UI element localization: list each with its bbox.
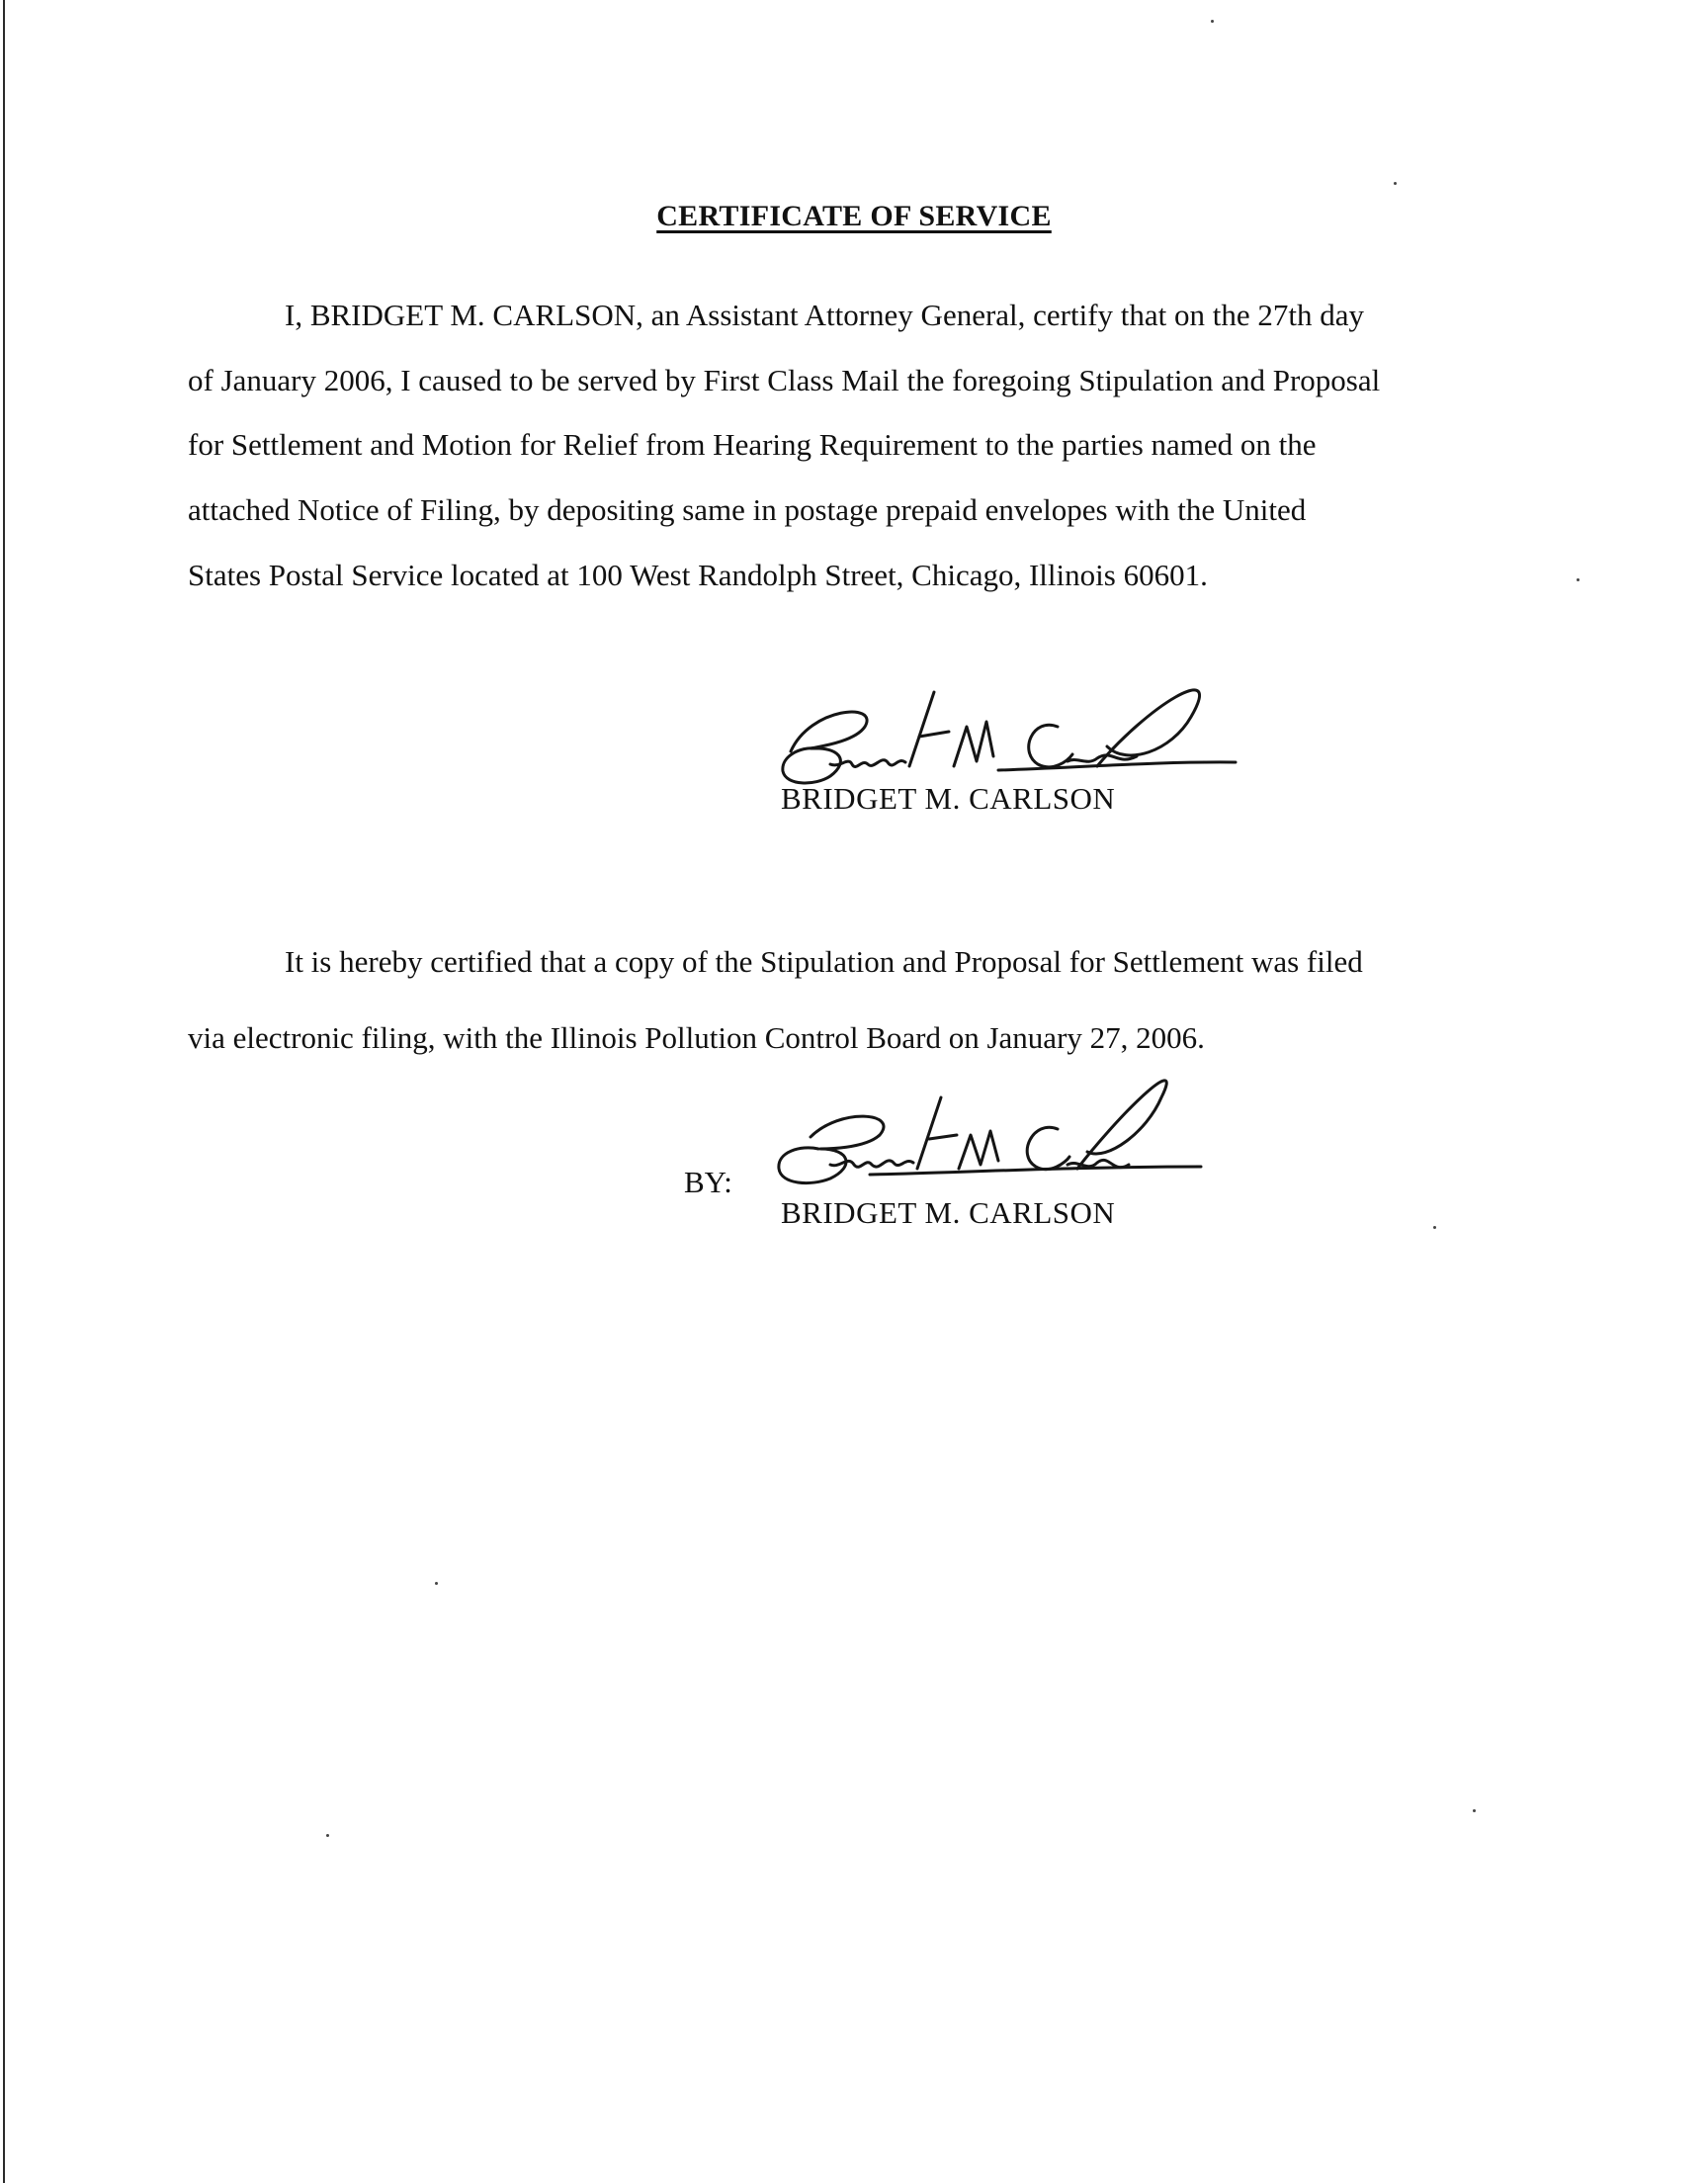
printed-name-2: BRIDGET M. CARLSON	[781, 1195, 1116, 1230]
paragraph-1-line-2: of January 2006, I caused to be served by First Class Mail the foregoing Stipulation and Proposal	[188, 363, 1381, 397]
paragraph-1-line-3: for Settlement and Motion for Relief from Hearing Requirement to the parties named on the	[188, 427, 1317, 462]
scan-speck	[1211, 20, 1214, 23]
scan-speck	[1433, 1226, 1436, 1229]
scan-speck	[1473, 1809, 1476, 1812]
scan-edge-line	[3, 0, 5, 2183]
paragraph-1-line-1: I, BRIDGET M. CARLSON, an Assistant Attorney General, certify that on the 27th day	[285, 298, 1365, 332]
paragraph-2-line-2: via electronic filing, with the Illinois Pollution Control Board on January 27, 2006.	[188, 1020, 1205, 1055]
paragraph-1-line-5: States Postal Service located at 100 West Randolph Street, Chicago, Illinois 60601.	[188, 558, 1208, 592]
scan-speck	[1394, 182, 1397, 185]
scan-speck	[435, 1582, 438, 1585]
document-title: CERTIFICATE OF SERVICE	[656, 200, 1052, 232]
paragraph-1-line-4: attached Notice of Filing, by depositing same in postage prepaid envelopes with the United	[188, 492, 1307, 527]
by-label: BY:	[684, 1165, 732, 1199]
paragraph-2-line-1: It is hereby certified that a copy of the Stipulation and Proposal for Settlement was filed	[285, 944, 1363, 979]
printed-name-1: BRIDGET M. CARLSON	[781, 781, 1116, 816]
scan-speck	[326, 1834, 329, 1837]
scan-speck	[1577, 578, 1580, 581]
